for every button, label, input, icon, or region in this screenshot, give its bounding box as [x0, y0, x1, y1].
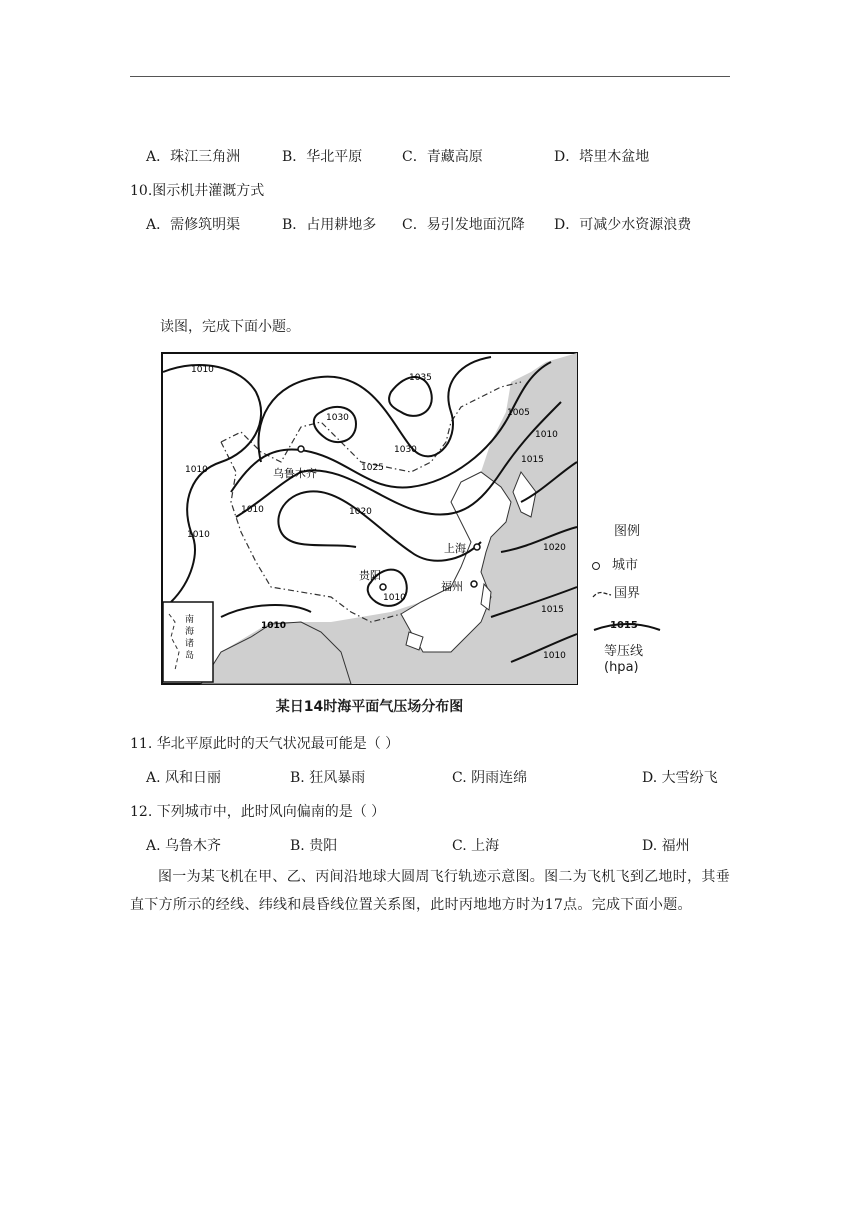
map-caption: 某日14时海平面气压场分布图 — [275, 699, 464, 715]
city-marker — [380, 584, 386, 590]
legend-unit: (hpa) — [604, 660, 639, 675]
isobar-label: 1035 — [409, 373, 432, 383]
q9-option-c[interactable]: C．青藏高原 — [402, 149, 483, 165]
q10-stem: 10.图示机井灌溉方式 — [130, 183, 265, 199]
isobar-label: 1010 — [261, 621, 287, 631]
q12-option-a[interactable]: A. 乌鲁木齐 — [146, 838, 222, 854]
isobar-label: 1005 — [507, 408, 530, 418]
city-label-guiyang: 贵阳 — [359, 569, 381, 582]
city-legend-icon — [592, 562, 600, 570]
q11-option-c[interactable]: C. 阴雨连绵 — [452, 770, 528, 786]
isobar-label: 1015 — [541, 605, 564, 615]
isobar-label: 1020 — [349, 507, 372, 517]
intro-text: 读图，完成下面小题。 — [160, 319, 300, 335]
isobar-label: 1010 — [241, 505, 264, 515]
q9-option-d[interactable]: D．塔里木盆地 — [554, 149, 650, 165]
isobar-label: 1010 — [191, 365, 214, 375]
passage-text: 图一为某飞机在甲、乙、丙间沿地球大圆周飞行轨迹示意图。图二为飞机飞到乙地时，其垂直下方所示的经线、纬线和晨昏线位置关系图，此时丙地地方时为17点。完成下面小题。 — [130, 869, 730, 913]
q11-option-b[interactable]: B. 狂风暴雨 — [290, 770, 366, 786]
isobar-label: 1020 — [543, 543, 566, 553]
city-label-urumqi: 乌鲁木齐 — [273, 467, 317, 480]
q12-option-b[interactable]: B. 贵阳 — [290, 838, 338, 854]
inset-label: 南 海 诸 岛 — [185, 615, 195, 661]
city-label-shanghai: 上海 — [444, 542, 466, 555]
q10-option-a[interactable]: A．需修筑明渠 — [146, 217, 241, 233]
isobar-label: 1010 — [185, 465, 208, 475]
q12-option-d[interactable]: D. 福州 — [642, 838, 690, 854]
legend-city: 城市 — [612, 558, 639, 573]
isobar-label: 1025 — [361, 463, 384, 473]
q11-stem: 11. 华北平原此时的天气状况最可能是（ ） — [130, 736, 400, 752]
pressure-map — [161, 352, 578, 685]
isobar-label: 1030 — [326, 413, 349, 423]
q10-option-b[interactable]: B．占用耕地多 — [282, 217, 377, 233]
legend-isobar: 等压线 — [604, 644, 644, 659]
header-rule — [130, 76, 730, 77]
isobar-label: 1015 — [521, 455, 544, 465]
isobar-legend-icon — [592, 616, 662, 634]
q12-option-c[interactable]: C. 上海 — [452, 838, 500, 854]
city-label-fuzhou: 福州 — [441, 580, 463, 593]
q11-option-d[interactable]: D. 大雪纷飞 — [642, 770, 718, 786]
q9-option-a[interactable]: A．珠江三角洲 — [146, 149, 241, 165]
border-legend-icon — [592, 589, 612, 599]
city-marker — [298, 446, 304, 452]
q10-option-d[interactable]: D．可减少水资源浪费 — [554, 217, 692, 233]
q12-stem: 12. 下列城市中，此时风向偏南的是（ ） — [130, 804, 386, 820]
isobar-label: 1010 — [187, 530, 210, 540]
q10-option-c[interactable]: C．易引发地面沉降 — [402, 217, 525, 233]
isobar-label: 1030 — [394, 445, 417, 455]
q11-option-a[interactable]: A. 风和日丽 — [146, 770, 222, 786]
isobar-label: 1010 — [535, 430, 558, 440]
isobar-label: 1010 — [383, 593, 406, 603]
isobar-label: 1010 — [543, 651, 566, 661]
legend-isobar-value: 1015 — [610, 620, 638, 631]
legend-border: 国界 — [614, 586, 641, 601]
q9-option-b[interactable]: B．华北平原 — [282, 149, 363, 165]
legend-title: 图例 — [614, 524, 641, 539]
city-marker — [474, 544, 480, 550]
city-marker — [471, 581, 477, 587]
